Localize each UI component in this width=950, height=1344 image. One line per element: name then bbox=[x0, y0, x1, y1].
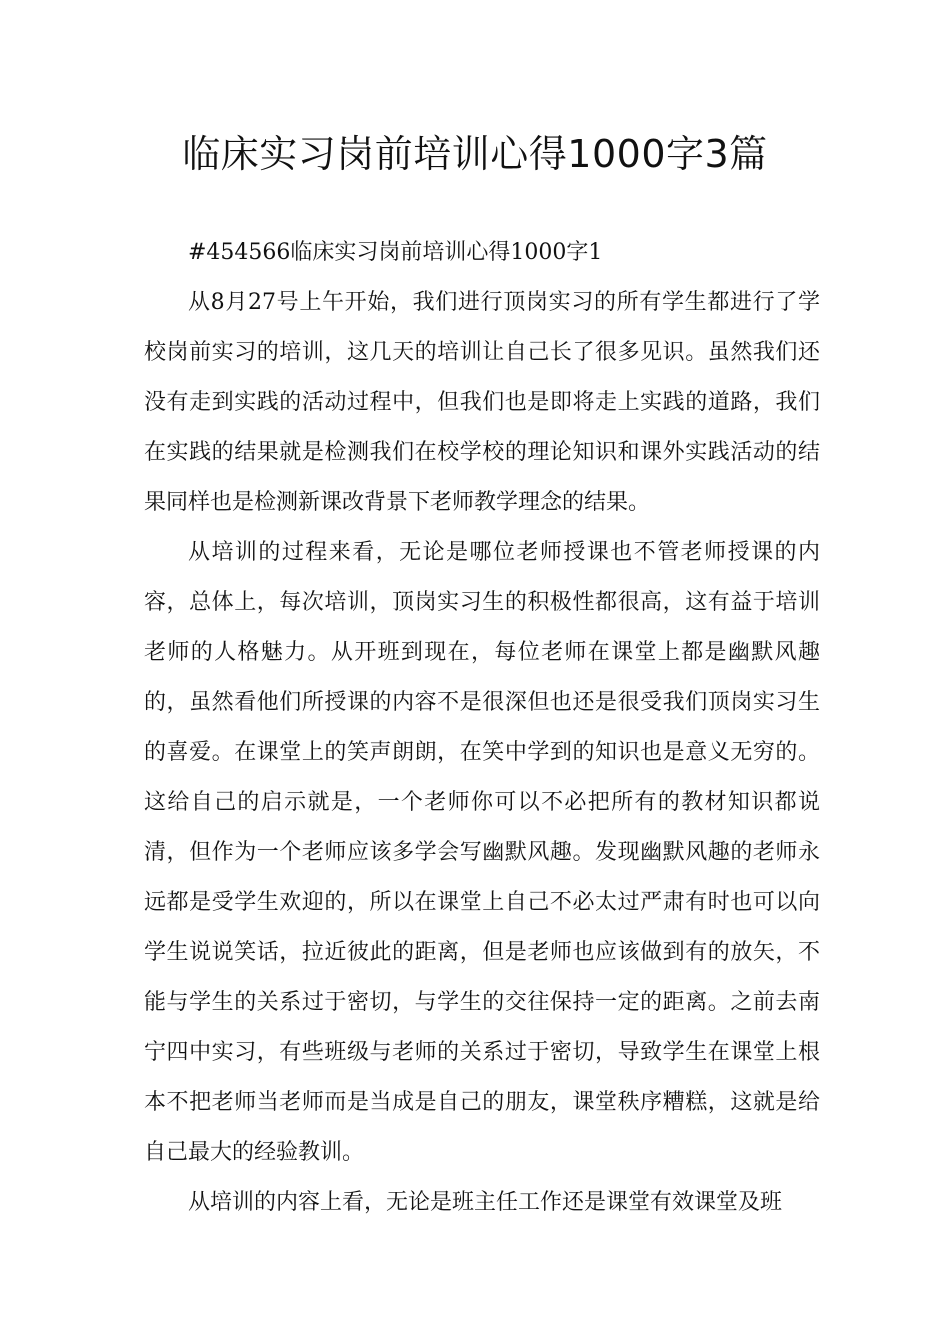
section-heading: #454566临床实习岗前培训心得1000字1 bbox=[188, 240, 603, 265]
document-body bbox=[144, 228, 820, 1228]
document-title: 临床实习岗前培训心得1000字3篇 bbox=[182, 132, 768, 176]
body-paragraph-3: 从培训的内容上看，无论是班主任工作还是课堂有效课堂及班 bbox=[188, 1190, 783, 1215]
body-paragraph-2: 从培训的过程来看，无论是哪位老师授课也不管老师授课的内容，总体上，每次培训，顶岗实习生的积极性都很高，这有益于培训老师的人格魅力。从开班到现在，每位老师在课堂上都是幽默风趣的，虽然看他们所授课的内容不是很深但也还是很受我们顶岗实习生的喜爱。在课堂上的笑声朗朗，在笑中学到的知识也是意义无穷的。这给自己的启示就是，一个老师你可以不必把所有的教材知识都说清，但作为一个老师应该多学会写幽默风趣。发现幽默风趣的老师永远都是受学生欢迎的，所以在课堂上自己不必太过严肃有时也可以向学生说说笑话，拉近彼此的距离，但是老师也应该做到有的放矢，不能与学生的关系过于密切，与学生的交往保持一定的距离。之前去南宁四中实习，有些班级与老师的关系过于密切，导致学生在课堂上根本不把老师当老师而是当成是自己的朋友，课堂秩序糟糕，这就是给自己最大的经验教训。 bbox=[144, 540, 820, 1165]
body-paragraph-1: 从8月27号上午开始，我们进行顶岗实习的所有学生都进行了学校岗前实习的培训，这几天的培训让自己长了很多见识。虽然我们还没有走到实践的活动过程中，但我们也是即将走上实践的道路，我们在实践的结果就是检测我们在校学校的理论知识和课外实践活动的结果同样也是检测新课改背景下老师教学理念的结果。 bbox=[144, 290, 820, 515]
